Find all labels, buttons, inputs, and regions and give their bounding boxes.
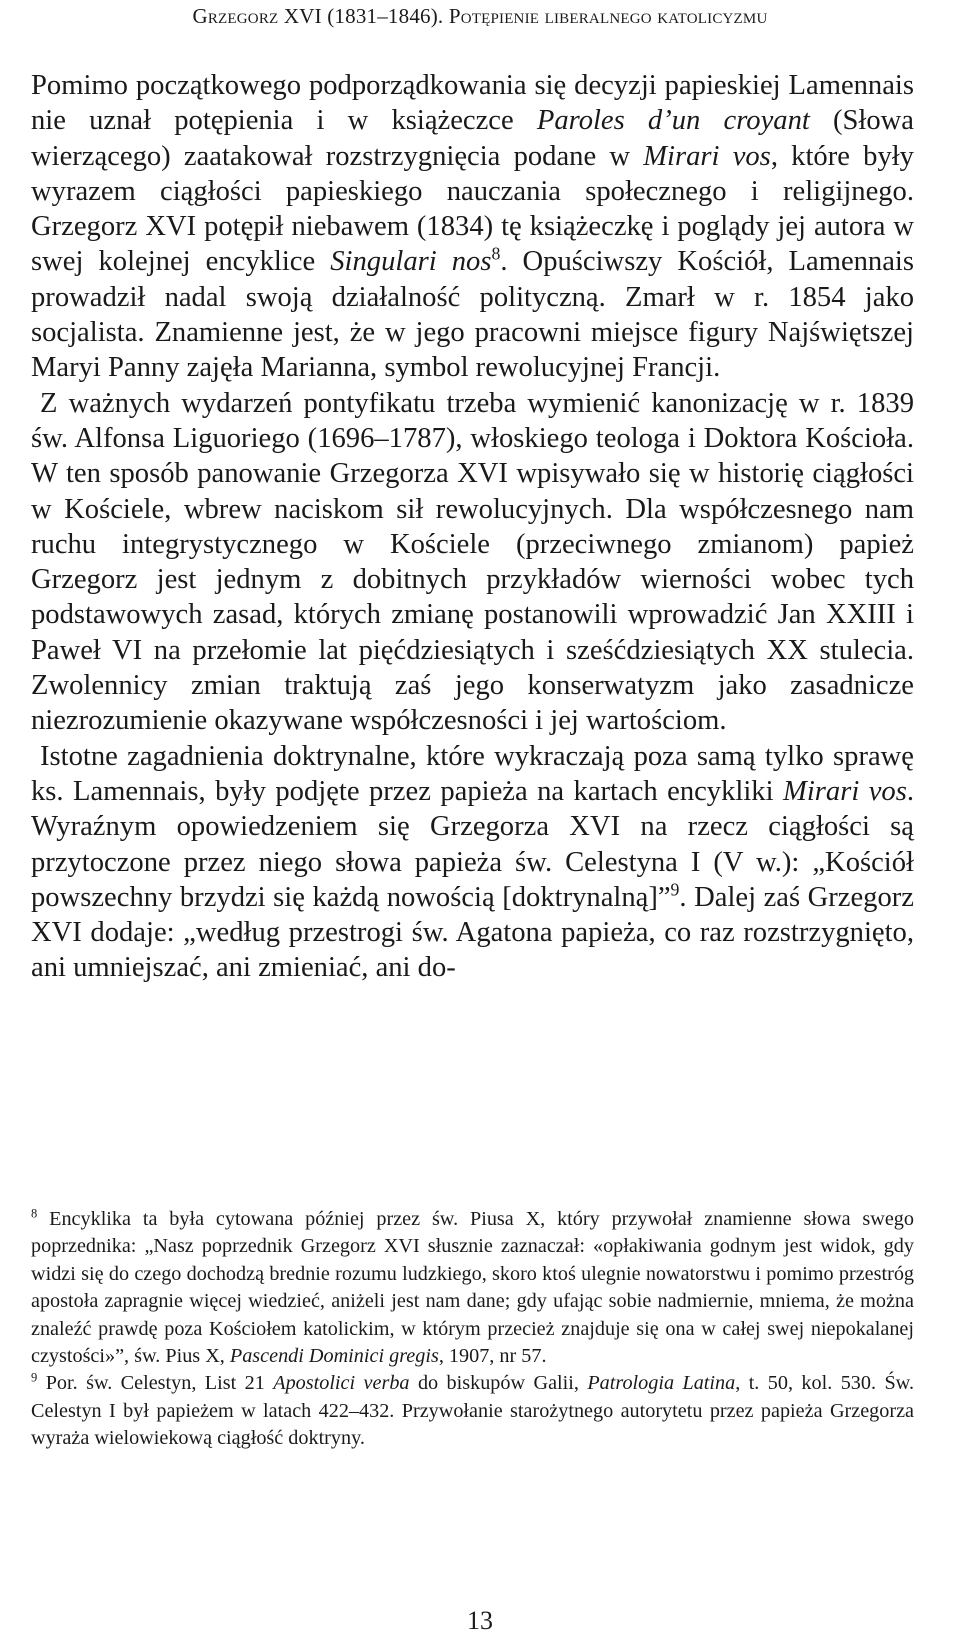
footnote-8 (31, 1206, 914, 1370)
footnote-9 (31, 1370, 914, 1452)
text-run: . Dalej zaś Grzegorz XVI dodaje: „według przestrogi św. Agatona papieża, co raz rozstrzygnięto, ani umniejszać, ani zmieniać, ani do- (31, 881, 914, 984)
text-run: Por. św. Celestyn, List 21 (37, 1372, 274, 1395)
footnote-number: 9 (31, 1370, 38, 1385)
italic-title: Mirari vos (643, 140, 771, 172)
text-run: Encyklika ta była cytowana później przez św. Piusa X, który przywołał znamienne słowa swego poprzednika: „Nasz poprzednik Grzegorz XVI słusznie zaznaczał: «opłakiwania godnym jest widok, gdy widzi się do czego dochodzą brednie rozumu ludzkiego, skoro ktoś ulegnie nowatorstwu i pomimo przestróg apostoła zapragnie więcej wiedzieć, aniżeli jest nam dane; gdy ufając sobie nadmiernie, mniema, że można znaleźć prawdę poza Kościołem katolickim, w którym przecież znajduje się ona w całej swej niepokalanej czystości»”, św. Pius X, (31, 1208, 914, 1368)
main-text (31, 68, 914, 986)
page-number: 13 (467, 1606, 493, 1635)
italic-title: Patrologia Latina (587, 1372, 736, 1395)
text-run: . Opuściwszy Kościół, Lamennais prowadził nadal swoją działalność polityczną. Zmarł w r. 1854 jako socjalista. Znamienne jest, że w jego pracowni miejsce figury Najświętszej Maryi Panny zajęła Marianna, symbol rewolucyjnej Francji. (31, 246, 914, 384)
footnote-number: 8 (31, 1206, 38, 1221)
text-run: (Słowa wierzącego) zaatakował rozstrzygnięcia podane w (31, 105, 915, 172)
paragraph-2: Z ważnych wydarzeń pontyfikatu trzeba wymienić kanonizację w r. 1839 św. Alfonsa Liguoriego (1696–1787), włoskiego teologa i Doktora Kościoła. W ten sposób panowanie Grzegorza XVI wpisywało się w historię ciągłości w Kościele, wbrew naciskom sił rewolucyjnych. Dla współczesnego nam ruchu integrystycznego w Kościele (przeciwnego zmianom) papież Grzegorz jest jednym z dobitnych przykładów wierności wobec tych podstawowych zasad, których zmianę postanowili wprowadzić Jan XXIII i Paweł VI na przełomie lat pięćdziesiątych i sześćdziesiątych XX stulecia. Zwolennicy zmian traktują zaś jego konserwatyzm jako zasadnicze niezrozumienie okazywane współczesności i jej wartościom. (31, 387, 914, 737)
text-run: . Wyraźnym opowiedzeniem się Grzegorza XVI na rzecz ciągłości są przytoczone przez niego słowa papieża św. Celestyna I (V w.): „Kościół powszechny brzydzi się każdą nowością [doktrynalną]” (31, 775, 914, 913)
text-run: , t. 50, kol. 530. Św. Celestyn I był papieżem w latach 422–432. Przywołanie starożytnego autorytetu przez papieża Grzegorza wyraża wielowiekową ciągłość doktryny. (31, 1372, 914, 1450)
paragraph-3 (31, 739, 914, 986)
italic-title: Mirari vos (783, 775, 907, 807)
text-run: , 1907, nr 57. (438, 1345, 547, 1368)
paragraph-1 (31, 68, 914, 386)
running-title: Grzegorz XVI (1831–1846). Potępienie liberalnego katolicyzmu (192, 4, 768, 28)
text-run: Pomimo początkowego podporządkowania się decyzji papieskiej Lamennais nie uznał potępienia i w książeczce (31, 70, 914, 137)
text-run: do biskupów Galii, (409, 1372, 588, 1395)
footnotes (31, 1206, 914, 1453)
running-header (0, 4, 960, 29)
text-run: Istotne zagadnienia doktrynalne, które wykraczają poza samą tylko sprawę ks. Lamennais, były podjęte przez papieża na kartach encykliki (31, 740, 914, 807)
footnote-ref-9[interactable]: 9 (670, 879, 680, 900)
italic-title: Paroles d’un croyant (536, 105, 810, 137)
footnote-ref-8[interactable]: 8 (491, 243, 501, 264)
italic-title: Pascendi Dominici gregis (229, 1345, 439, 1368)
italic-title: Apostolici verba (273, 1372, 410, 1395)
text-run: , które były wyrazem ciągłości papieskiego nauczania społecznego i religijnego. Grzegorz XVI potępił niebawem (1834) tę książeczkę i poglądy jej autora w swej kolejnej encyklice (31, 140, 914, 278)
italic-title: Singulari nos (330, 246, 492, 278)
